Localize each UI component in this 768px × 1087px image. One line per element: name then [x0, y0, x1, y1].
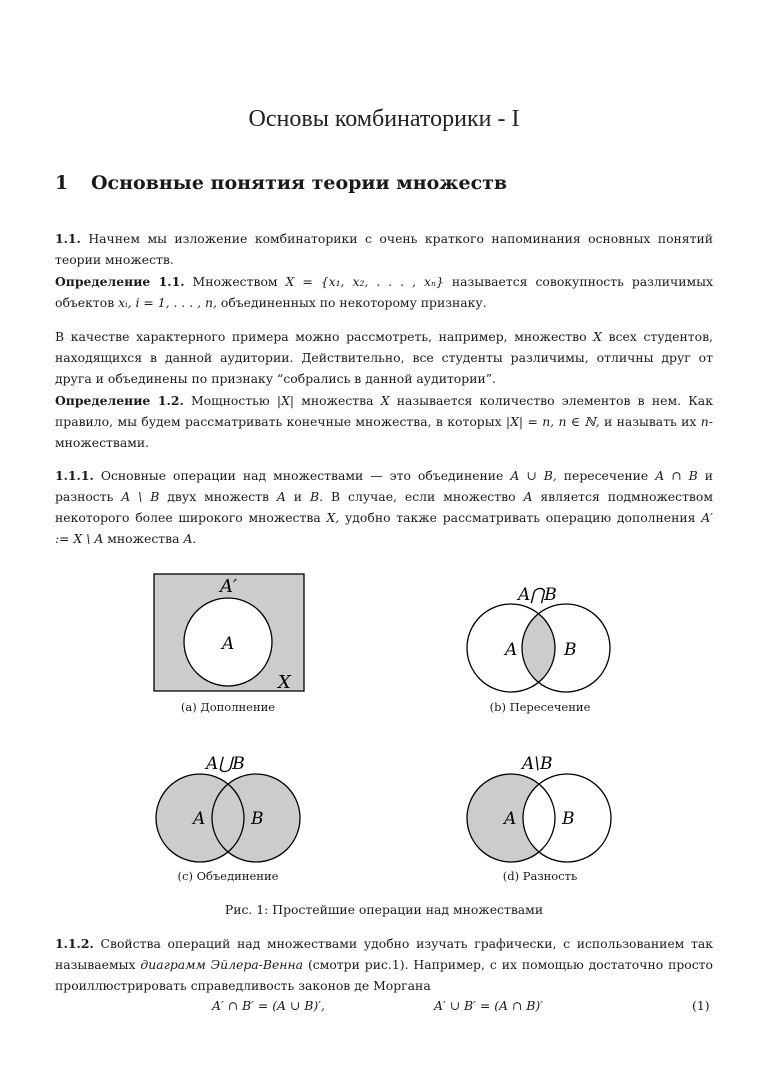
venn-intersection-diagram	[460, 580, 620, 695]
math-x: X,	[326, 510, 340, 525]
math-union: A ∪ B,	[510, 468, 557, 483]
paragraph-example	[55, 326, 713, 389]
math-n: n	[700, 414, 709, 429]
paragraph-text: удобно также рассматривать операцию дополнения	[344, 510, 696, 525]
math-set: X = {x₁, x₂, . . . , xₙ}	[285, 274, 444, 289]
paragraph-label: 1.1.1.	[55, 468, 94, 483]
math-x: X	[380, 393, 390, 408]
definition-text: объединенных по некоторому признаку.	[220, 295, 487, 310]
definition-text: называется количество элементов в нем. Как правило, мы будем рассматривать конечные множества, в которых	[55, 393, 713, 429]
math-a: A	[276, 489, 286, 504]
math-condition: |X| = n, n ∈ ℕ,	[505, 414, 600, 429]
math-x: X	[593, 329, 602, 344]
label-a: A	[504, 809, 517, 829]
definition-text: Множеством	[192, 274, 278, 289]
document-title: Основы комбинаторики - I	[248, 106, 520, 132]
label-a-complement: A′	[220, 576, 238, 597]
label-b: B	[564, 640, 577, 660]
paragraph-text: двух множеств	[167, 489, 269, 504]
label-difference: A\B	[522, 754, 553, 774]
paragraph-1-1	[55, 228, 713, 270]
venn-union-diagram	[150, 748, 310, 865]
math-intersection: A ∩ B	[655, 468, 698, 483]
figure-caption: Рис. 1: Простейшие операции над множествами	[224, 902, 544, 917]
caption-b: (b) Пересечение	[489, 700, 591, 714]
equation-right: A′ ∪ B′ = (A ∩ B)′	[434, 998, 543, 1013]
caption-d: (d) Разность	[502, 869, 578, 883]
paragraph-label: 1.1.	[55, 231, 81, 246]
paragraph-text: В качестве характерного примера можно рассмотреть, например, множество	[55, 329, 587, 344]
paragraph-text: (смотри рис.1). Например, с их помощью достаточно просто проиллюстрировать справедливость законов де Моргана	[55, 957, 713, 993]
caption-c: (c) Объединение	[177, 869, 279, 883]
equation-number: (1)	[692, 998, 710, 1013]
paragraph-label: 1.1.2.	[55, 936, 94, 951]
paragraph-text: всех студентов, находящихся в данной аудитории. Действительно, все студенты различимы, отличны друг от друга и объединены по признаку “собрались в данной аудитории”.	[55, 329, 713, 386]
label-b: B	[251, 809, 264, 829]
paragraph-text: Основные операции над множествами — это объединение	[100, 468, 504, 483]
paragraph-text: и	[293, 489, 303, 504]
label-union: A⋃B	[206, 754, 245, 774]
definition-1-2	[55, 390, 713, 453]
equation-left: A′ ∩ B′ = (A ∪ B)′,	[212, 998, 325, 1013]
math-objects: xᵢ, i = 1, . . . , n,	[118, 295, 217, 310]
definition-text: -множествами.	[55, 414, 713, 450]
math-b: B.	[310, 489, 324, 504]
math-difference: A \ B	[121, 489, 160, 504]
definition-text: Мощностью	[190, 393, 270, 408]
paragraph-text: является подмножеством некоторого более широкого множества	[55, 489, 714, 525]
section-heading	[55, 172, 507, 194]
paragraph-text: и разность	[55, 468, 713, 504]
label-a: A	[505, 640, 518, 660]
section-number: 1	[55, 172, 69, 194]
caption-a: (a) Дополнение	[180, 700, 276, 714]
paragraph-1-1-1	[55, 465, 713, 549]
venn-difference-diagram	[460, 748, 620, 865]
label-a: A	[222, 634, 235, 654]
math-complement: A′ := X \ A	[55, 510, 713, 546]
math-cardinality: |X|	[276, 393, 295, 408]
math-a: A.	[183, 531, 197, 546]
venn-complement-diagram	[150, 570, 310, 695]
definition-text: множества	[301, 393, 374, 408]
paragraph-text: множества	[107, 531, 180, 546]
label-x: X	[278, 672, 291, 693]
definition-label: Определение 1.1.	[55, 274, 185, 289]
definition-1-1	[55, 271, 713, 313]
paragraph-text: Начнем мы изложение комбинаторики с очень краткого напоминания основных понятий теории множеств.	[55, 231, 713, 267]
paragraph-text: В случае, если множество	[330, 489, 516, 504]
definition-text: называется совокупность различимых объектов	[55, 274, 713, 310]
definition-text: и называть их	[603, 414, 697, 429]
label-a: A	[193, 809, 206, 829]
math-a: A	[523, 489, 533, 504]
paragraph-text: пересечение	[563, 468, 649, 483]
paragraph-1-1-2	[55, 933, 713, 996]
paragraph-text: Свойства операций над множествами удобно изучать графически, с использованием так называемых	[55, 936, 713, 972]
label-intersection: A⋂B	[518, 585, 557, 605]
definition-label: Определение 1.2.	[55, 393, 184, 408]
emphasized-term: диаграмм Эйлера-Венна	[140, 957, 303, 972]
label-b: B	[562, 809, 575, 829]
section-title: Основные понятия теории множеств	[91, 172, 508, 194]
